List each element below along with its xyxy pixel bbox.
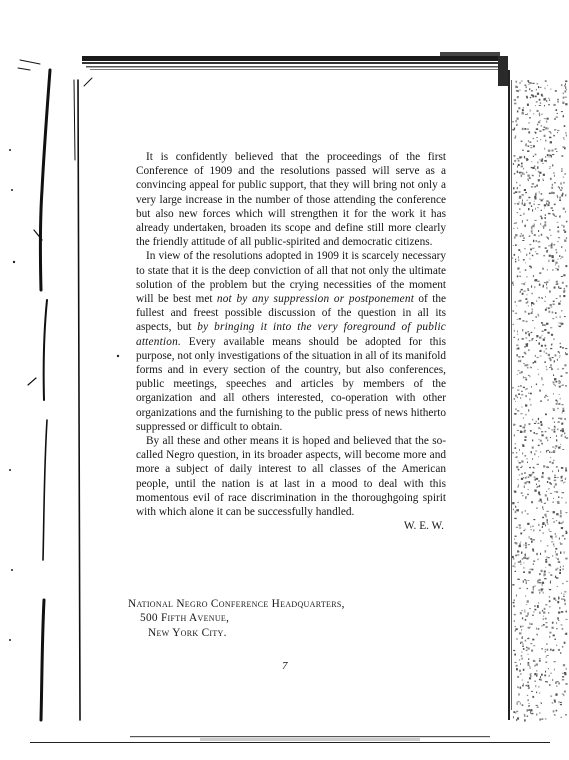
italic-run: by bringing it into the very foreground of public attention. xyxy=(136,321,447,348)
text-run: Every available means should be adopted for this purpose, not only investigations of the situation in all of its manifold forms and in every section of the country, but also conferences, public meetings, speeches and articles by members of the organization and all others interested, co-operation with other organizations and the furnishing to the public press of news hitherto suppressed or difficult to obtain. xyxy=(136,335,447,433)
address-line-street: 500 Fifth Avenue, xyxy=(140,612,230,625)
page-number: 7 xyxy=(282,660,288,672)
signature: W. E. W. xyxy=(403,520,444,533)
right-edge-noise xyxy=(508,70,512,720)
italic-run: not by any suppression or postponement xyxy=(216,293,415,306)
paragraph xyxy=(136,434,446,519)
address-block xyxy=(128,597,345,640)
left-binding-marks xyxy=(18,60,92,720)
left-dot-marks xyxy=(9,149,119,641)
paragraph xyxy=(136,249,446,434)
text-run: In view of the resolutions adopted in 1909 it is scarcely necessary to state that it is the deep conviction of all that not only the ultimate solution of the problem but the crying necessities of the moment will be best met xyxy=(136,250,446,306)
bottom-page-edge xyxy=(30,736,550,743)
address-line-city: New York City. xyxy=(148,626,227,639)
text-run: of the fullest and freest possible discussion of the question in all its aspects, but xyxy=(136,293,446,334)
speckle-texture xyxy=(512,80,568,722)
body-text xyxy=(136,150,446,533)
paragraph xyxy=(136,150,446,249)
text-run: It is confidently believed that the proceedings of the first Conference of 1909 and the resolutions passed will serve as a convincing appeal for public support, that they will bring not only a very large increase in the number of those attending the conference but also new forces which will strengthen it for the work it has already undertaken, broaden its scope and define still more clearly the friendly attitude of all public-spirited and democratic citizens. xyxy=(136,151,446,249)
text-run: By all these and other means it is hoped and believed that the so-called Negro question, in its broader aspects, will become more and more a subject of daily interest to all classes of the American people, until the nation is at last in a mood to deal with this momentous evil of race discrimination in the thoroughgoing spirit with which alone it can be successfully handled. xyxy=(136,435,446,519)
top-page-edge xyxy=(82,52,508,86)
address-line-organization: National Negro Conference Headquarters, xyxy=(128,598,345,610)
